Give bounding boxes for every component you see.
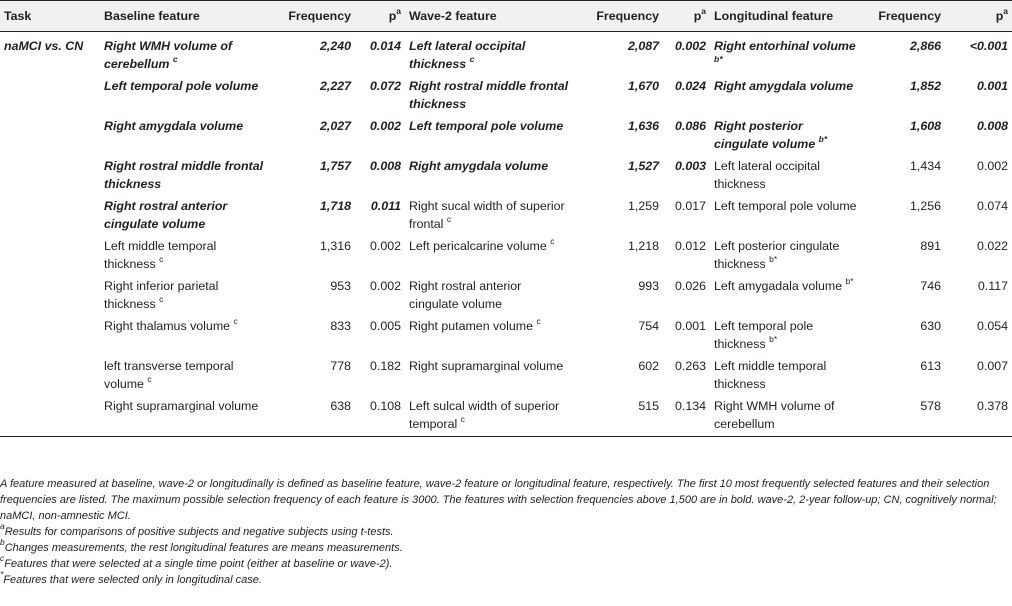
task-cell <box>0 75 100 115</box>
baseline-feature-cell: Right supramarginal volume <box>100 395 275 436</box>
task-cell <box>0 355 100 395</box>
wave2-frequency-cell: 2,087 <box>627 39 659 53</box>
table-row <box>0 235 1012 275</box>
longitudinal-p-cell: 0.378 <box>945 395 1012 436</box>
baseline-p-cell: 0.008 <box>369 159 401 173</box>
baseline-p-cell: 0.002 <box>369 239 401 253</box>
table-header <box>0 1 1012 32</box>
longitudinal-frequency-cell: 613 <box>920 359 941 373</box>
baseline-feature-cell: Right amygdala volume <box>104 119 244 133</box>
baseline-feature-cell: Right thalamus volume $^c$ <box>104 315 238 333</box>
task-cell <box>0 275 100 315</box>
baseline-frequency-cell: 778 <box>330 359 351 373</box>
baseline-frequency-cell: 1,718 <box>319 199 351 213</box>
longitudinal-frequency-cell: 1,434 <box>909 159 941 173</box>
wave2-feature-cell: Left pericalcarine volume $^c$ <box>409 235 555 253</box>
wave2-frequency-cell: 1,636 <box>627 119 659 133</box>
wave2-p-cell: 0.086 <box>674 119 706 133</box>
table-row <box>0 115 1012 155</box>
baseline-feature-cell: Right WMH volume of cerebellum $^c$ <box>104 39 233 71</box>
longitudinal-feature-cell: Left temporal pole volume <box>714 199 857 213</box>
table-row <box>0 315 1012 355</box>
baseline-p-cell: 0.002 <box>369 279 401 293</box>
header-baseline-feature: Baseline feature <box>100 1 275 32</box>
wave2-feature-cell: Right sucal width of superior frontal $^c$ <box>409 199 565 231</box>
table-row <box>0 155 1012 195</box>
longitudinal-frequency-cell: 746 <box>920 279 941 293</box>
header-wave2-feature: Wave-2 feature <box>405 1 575 32</box>
baseline-p-cell: 0.072 <box>369 79 401 93</box>
wave2-p-cell: 0.012 <box>674 239 706 253</box>
baseline-feature-cell: Right rostral middle frontal thickness <box>104 159 264 191</box>
longitudinal-p-cell: <0.001 <box>969 39 1008 53</box>
baseline-feature-cell: Right rostral anterior cingulate volume <box>104 199 228 231</box>
longitudinal-feature-cell: Left temporal pole thickness $^{b*}$ <box>714 319 814 351</box>
longitudinal-p-cell: 0.022 <box>976 239 1008 253</box>
longitudinal-p-cell: 0.007 <box>976 359 1008 373</box>
header-longitudinal-feature: Longitudinal feature <box>710 1 862 32</box>
header-wave2-p: $p^a$ <box>663 1 710 32</box>
longitudinal-frequency-cell: 1,608 <box>909 119 941 133</box>
footnote-star: *Features that were selected only in longitudinal case. <box>0 569 262 586</box>
wave2-feature-cell: Right putamen volume $^c$ <box>409 315 541 333</box>
task-cell <box>0 115 100 155</box>
wave2-feature-cell: Right rostral middle frontal thickness <box>409 79 569 111</box>
wave2-frequency-cell: 1,670 <box>627 79 659 93</box>
baseline-p-cell: 0.005 <box>369 319 401 333</box>
table-body <box>0 32 1012 437</box>
wave2-p-cell: 0.002 <box>674 39 706 53</box>
wave2-feature-cell: Left sulcal width of superior temporal $^c$ <box>405 395 575 436</box>
wave2-frequency-cell: 754 <box>638 319 659 333</box>
wave2-frequency-cell: 1,527 <box>627 159 659 173</box>
longitudinal-frequency-cell: 2,866 <box>909 39 941 53</box>
header-baseline-p: $p^a$ <box>355 1 405 32</box>
longitudinal-feature-cell: Left amygadala volume $^{b*}$ <box>714 275 854 293</box>
table-footnotes <box>0 476 1005 588</box>
baseline-frequency-cell: 2,227 <box>319 79 351 93</box>
table-row <box>0 75 1012 115</box>
baseline-p-cell: 0.002 <box>369 119 401 133</box>
longitudinal-frequency-cell: 630 <box>920 319 941 333</box>
wave2-p-cell: 0.134 <box>663 395 710 436</box>
longitudinal-p-cell: 0.002 <box>976 159 1008 173</box>
table-row <box>0 355 1012 395</box>
baseline-frequency-cell: 2,027 <box>319 119 351 133</box>
wave2-p-cell: 0.026 <box>674 279 706 293</box>
task-cell <box>0 195 100 235</box>
baseline-p-cell: 0.108 <box>355 395 405 436</box>
baseline-feature-cell: Right inferior parietal thickness $^c$ <box>104 279 219 311</box>
longitudinal-feature-cell: Right entorhinal volume $^{b*}$ <box>714 39 856 64</box>
table-row <box>0 395 1012 436</box>
task-cell <box>0 155 100 195</box>
wave2-feature-cell: Right rostral anterior cingulate volume <box>409 279 522 311</box>
footnote-c: $^c$Features that were selected at a single time point (either at baseline or wave-2). <box>0 553 393 570</box>
longitudinal-feature-cell: Right amygdala volume <box>714 79 854 93</box>
wave2-frequency-cell: 1,218 <box>627 239 659 253</box>
longitudinal-feature-cell: Left middle temporal thickness <box>714 359 827 391</box>
header-baseline-frequency: Frequency <box>275 1 355 32</box>
baseline-frequency-cell: 833 <box>330 319 351 333</box>
wave2-p-cell: 0.003 <box>674 159 706 173</box>
wave2-feature-cell: Left temporal pole volume <box>409 119 564 133</box>
task-cell <box>0 235 100 275</box>
longitudinal-frequency-cell: 578 <box>862 395 945 436</box>
longitudinal-p-cell: 0.117 <box>977 279 1008 293</box>
longitudinal-p-cell: 0.008 <box>976 119 1008 133</box>
longitudinal-p-cell: 0.074 <box>976 199 1008 213</box>
table-row <box>0 32 1012 76</box>
baseline-feature-cell: Left temporal pole volume <box>104 79 259 93</box>
baseline-frequency-cell: 1,316 <box>319 239 351 253</box>
wave2-feature-cell: Right amygdala volume <box>409 159 549 173</box>
longitudinal-p-cell: 0.001 <box>976 79 1008 93</box>
task-cell <box>0 395 100 436</box>
footnote-a: $^a$Results for comparisons of positive subjects and negative subjects using t-tests. <box>0 521 394 538</box>
baseline-feature-cell: Left middle temporal thickness $^c$ <box>104 239 217 271</box>
wave2-p-cell: 0.263 <box>674 359 706 373</box>
longitudinal-feature-cell: Left lateral occipital thickness <box>714 159 821 191</box>
baseline-p-cell: 0.011 <box>370 199 401 213</box>
baseline-frequency-cell: 1,757 <box>319 159 351 173</box>
baseline-frequency-cell: 2,240 <box>319 39 351 53</box>
wave2-p-cell: 0.024 <box>674 79 706 93</box>
wave2-frequency-cell: 515 <box>575 395 663 436</box>
longitudinal-feature-cell: Right posterior cingulate volume $^{b*}$ <box>714 119 828 151</box>
longitudinal-frequency-cell: 891 <box>920 239 941 253</box>
wave2-frequency-cell: 1,259 <box>627 199 659 213</box>
longitudinal-frequency-cell: 1,852 <box>909 79 941 93</box>
task-cell <box>0 315 100 355</box>
baseline-frequency-cell: 953 <box>330 279 351 293</box>
wave2-feature-cell: Left lateral occipital thickness $^c$ <box>409 39 526 71</box>
baseline-feature-cell: left transverse temporal volume $^c$ <box>104 359 234 391</box>
longitudinal-frequency-cell: 1,256 <box>909 199 941 213</box>
wave2-frequency-cell: 602 <box>638 359 659 373</box>
baseline-p-cell: 0.182 <box>369 359 401 373</box>
longitudinal-feature-cell: Left posterior cingulate thickness $^{b*}$ <box>714 239 840 271</box>
wave2-p-cell: 0.017 <box>674 199 706 213</box>
baseline-frequency-cell: 638 <box>275 395 355 436</box>
footnote-main: A feature measured at baseline, wave-2 or longitudinally is defined as baseline feature, wave-2 feature or longitudinal feature, respectively. The first 10 most frequently selected features and their selection frequencies are listed. The maximum possible selection frequency of each feature is 3000. The features with selection frequencies above 1,500 are in bold. wave-2, 2-year follow-up; CN, cognitively normal; naMCI, non-amnestic MCI. <box>0 478 997 522</box>
footnote-b: $^b$Changes measurements, the rest longitudinal features are means measurements. <box>0 537 403 554</box>
longitudinal-feature-cell: Right WMH volume of cerebellum <box>710 395 862 436</box>
header-task: Task <box>0 1 100 32</box>
wave2-frequency-cell: 993 <box>638 279 659 293</box>
wave2-feature-cell: Right supramarginal volume <box>409 359 564 373</box>
task-cell: naMCI vs. CN <box>4 39 84 53</box>
header-longitudinal-p: $p^a$ <box>945 1 1012 32</box>
table-row <box>0 195 1012 235</box>
header-longitudinal-frequency: Frequency <box>862 1 945 32</box>
table-row <box>0 275 1012 315</box>
wave2-p-cell: 0.001 <box>674 319 706 333</box>
longitudinal-p-cell: 0.054 <box>976 319 1008 333</box>
baseline-p-cell: 0.014 <box>369 39 401 53</box>
header-wave2-frequency: Frequency <box>575 1 663 32</box>
